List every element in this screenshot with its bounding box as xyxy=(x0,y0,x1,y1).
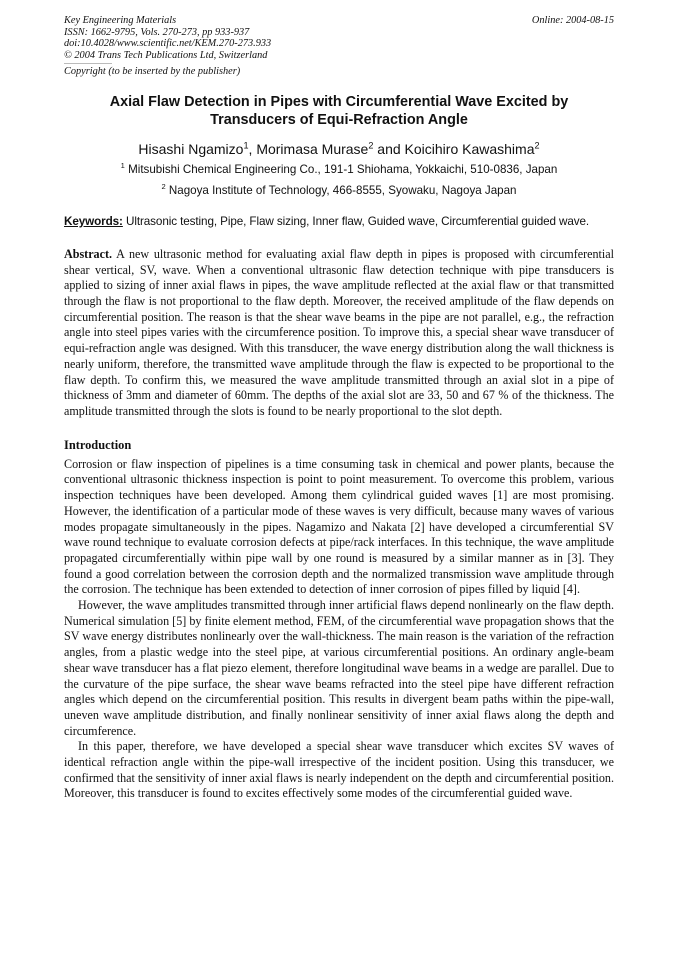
author-separator: and xyxy=(373,140,405,157)
author-list xyxy=(64,141,614,157)
issn-line: ISSN: 1662-9795, Vols. 270-273, pp 933-937 xyxy=(64,26,250,38)
author-1: Hisashi Ngamizo xyxy=(138,140,244,157)
affiliation-2 xyxy=(64,184,614,197)
author-3: Koicihiro Kawashima xyxy=(404,140,535,157)
abstract-text: A new ultrasonic method for evaluating axial flaw depth in pipes is proposed with circumferential shear vertical, SV, wave. When a conventional ultrasonic flaw detection technique with pipe transducers is applied to sizing of inner axial flaws in pipes, the wave amplitude reflected at the axial flaw or that transmitted through the flaw is not proportional to the flaw depth. Moreover, the received amplitude of the flaw depends on circumferential position. The reason is that the shear wave beams in the pipe are not parallel, e.g., the refraction angle into steel pipes varies with the circumference position. To improve this, a special shear wave transducer of equi-refraction angle was designed. With this transducer, the wave energy distribution along the wall thickness is nearly uniform, therefore, the transmitted wave amplitude through the flaw is expected to be proportional to the flaw depth. To confirm this, we measured the wave amplitude transmitted through an axial slot in a pipe of thickness of 3mm and diameter of 60mm. The depths of the axial slot are 33, 50 and 67 % of the thickness. The amplitude transmitted through the slots is found to be nearly proportional to the slot depth. xyxy=(64,246,614,418)
paragraph: However, the wave amplitudes transmitted through inner artificial flaws depend nonlinearly on the flaw depth. Numerical simulation [5] by finite element method, FEM, of the circumferential wave propagation shows that the SV wave energy distributes nonlinearly over the wall-thickness. The main reason is the variation of the refraction angles, from a plastic wedge into the steel pipe, at various circumferential positions. An ordinary angle-beam shear wave transducer has a flat piezo element, therefore longitudinal wave beams in a wedge are parallel. Due to the curvature of the pipe surface, the shear wave beams refracted into the steel pipe have different refraction angles which depend on the circumferential position. This results in divergent beam paths within the pipe-wall, uneven wave amplitude distribution, and finally nonlinear sensitivity of inner axial flaws along the depth and circumference. xyxy=(64,598,614,738)
affiliation-text: Nagoya Institute of Technology, 466-8555, Syowaku, Nagoya Japan xyxy=(165,183,517,197)
paper-title xyxy=(64,93,614,129)
keywords-label: Keywords: xyxy=(64,214,123,228)
section-heading-introduction: Introduction xyxy=(64,437,132,452)
journal-header xyxy=(64,15,614,78)
title-line-1: Axial Flaw Detection in Pipes with Circumferential Wave Excited by xyxy=(109,93,569,110)
affiliation-1 xyxy=(64,163,614,176)
author-separator: , xyxy=(248,140,257,157)
author-3-affiliation: 2 xyxy=(534,140,540,151)
paper-page xyxy=(64,15,614,802)
introduction-body xyxy=(64,457,614,802)
affiliation-marker: 2 xyxy=(161,182,166,192)
copyright-line: Copyright (to be inserted by the publisher) xyxy=(64,66,241,78)
header-divider xyxy=(64,63,112,64)
journal-name: Key Engineering Materials xyxy=(64,15,177,26)
author-2: Morimasa Murase xyxy=(256,140,369,157)
author-1-affiliation: 1 xyxy=(243,140,249,151)
keywords xyxy=(64,215,614,228)
abstract-label: Abstract. xyxy=(64,246,113,261)
paragraph: In this paper, therefore, we have developed a special shear wave transducer which excites SV waves of identical refraction angle within the pipe-wall irrespective of the incident position. Using this transducer, we confirmed that the sensitivity of inner axial flaws is nearly independent on the depth and circumferential position. Moreover, this transducer is found to excites effectively some modes of the circumferential guided wave. xyxy=(64,739,614,801)
title-line-2: Transducers of Equi-Refraction Angle xyxy=(210,111,468,128)
publisher-line: © 2004 Trans Tech Publications Ltd, Switzerland xyxy=(64,49,268,61)
doi-line: doi:10.4028/www.scientific.net/KEM.270-273.933 xyxy=(64,38,272,50)
affiliation-text: Mitsubishi Chemical Engineering Co., 191-1 Shiohama, Yokkaichi, 510-0836, Japan xyxy=(124,162,558,176)
online-date: Online: 2004-08-15 xyxy=(531,15,614,26)
paragraph: Corrosion or flaw inspection of pipelines is a time consuming task in chemical and power plants, because the conventional ultrasonic thickness inspection is point to point measurement. To overcome this problem, various inspection techniques have been developed. Among them cylindrical guided waves [1] are most promising. However, the identification of a particular mode of these waves is very difficult, because many waves of various modes propagate simultaneously in the pipes. Nagamizo and Nakata [2] have developed a circumferential SV wave round technique to evaluate corrosion defects at pipe/rack interfaces. In this technique, the wave amplitude propagated circumferentially within pipe wall by one round is measured by a similar manner as in [3]. They found a good correlation between the corrosion depth and the normalized transmission wave amplitude through the corrosion. The technique has been extended to detection of inner corrosion of pipes filled by liquid [4]. xyxy=(64,456,614,597)
affiliation-marker: 1 xyxy=(120,161,125,171)
keywords-text: Ultrasonic testing, Pipe, Flaw sizing, Inner flaw, Guided wave, Circumferential guided wave. xyxy=(122,214,590,228)
abstract xyxy=(64,247,614,420)
author-2-affiliation: 2 xyxy=(368,140,374,151)
